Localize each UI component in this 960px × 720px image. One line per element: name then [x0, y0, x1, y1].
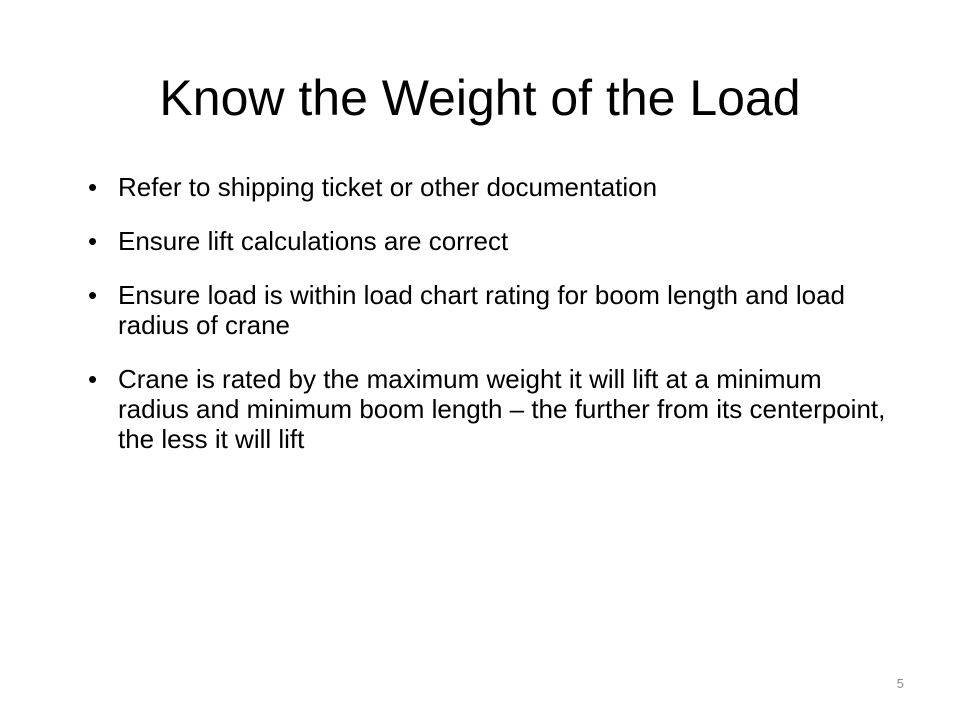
bullet-text: Refer to shipping ticket or other documentation: [118, 172, 658, 202]
bullet-icon: •: [88, 280, 98, 310]
bullet-text: Ensure lift calculations are correct: [118, 226, 509, 256]
bullet-item: [88, 172, 888, 202]
bullet-item: [88, 280, 888, 340]
bullet-text: Ensure load is within load chart rating for boom length and load radius of crane: [118, 280, 845, 340]
bullet-icon: •: [88, 172, 98, 202]
bullet-list: [88, 172, 888, 478]
bullet-item: [88, 226, 888, 256]
slide-number: 5: [896, 676, 904, 691]
bullet-icon: •: [88, 226, 98, 256]
bullet-icon: •: [88, 364, 98, 394]
bullet-item: [88, 364, 888, 454]
slide-title: Know the Weight of the Load: [159, 70, 801, 126]
bullet-text: Crane is rated by the maximum weight it will lift at a minimum radius and minimum boom length – the further from its centerpoint, the less it will lift: [118, 364, 886, 454]
